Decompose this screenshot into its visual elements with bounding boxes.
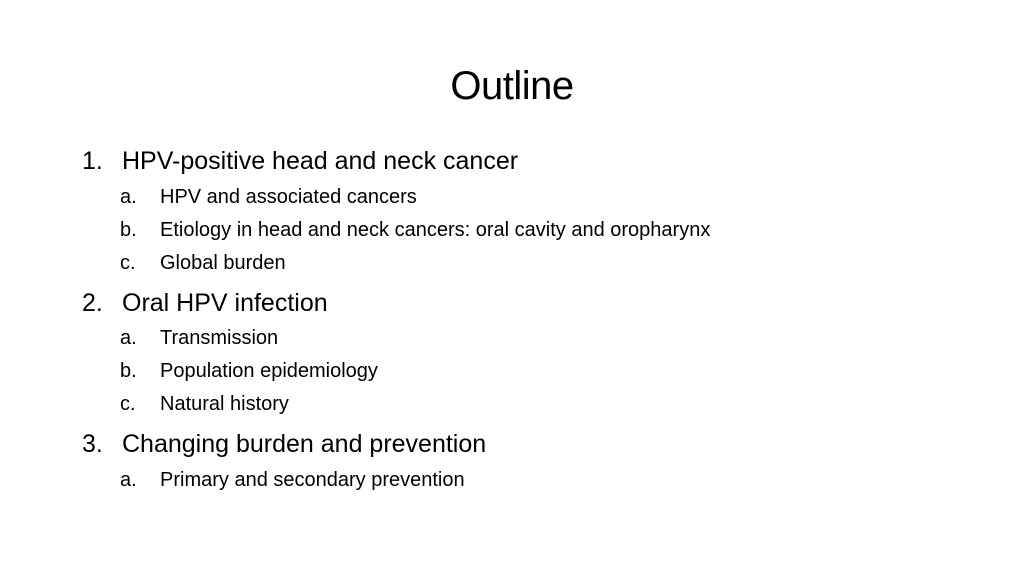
section-number-3: 3. bbox=[82, 430, 103, 458]
item-text: Primary and secondary prevention bbox=[160, 469, 465, 491]
item-letter: c. bbox=[120, 393, 136, 415]
item-text: Natural history bbox=[160, 393, 289, 415]
section-title-1: HPV-positive head and neck cancer bbox=[122, 147, 519, 175]
section-number-2: 2. bbox=[82, 289, 103, 317]
item-text: Global burden bbox=[160, 252, 286, 274]
section-title-3: Changing burden and prevention bbox=[122, 430, 487, 458]
item-letter: c. bbox=[120, 252, 136, 274]
item-text: Transmission bbox=[160, 327, 279, 349]
item-letter: a. bbox=[120, 327, 137, 349]
item-text: Population epidemiology bbox=[160, 360, 378, 382]
item-text: HPV and associated cancers bbox=[160, 186, 417, 208]
slide-title: Outline bbox=[450, 64, 574, 108]
item-letter: b. bbox=[120, 360, 137, 382]
item-text: Etiology in head and neck cancers: oral cavity and oropharynx bbox=[160, 219, 711, 241]
section-title-2: Oral HPV infection bbox=[122, 289, 328, 317]
item-letter: a. bbox=[120, 469, 137, 491]
item-letter: b. bbox=[120, 219, 137, 241]
section-number-1: 1. bbox=[82, 147, 103, 175]
item-letter: a. bbox=[120, 186, 137, 208]
